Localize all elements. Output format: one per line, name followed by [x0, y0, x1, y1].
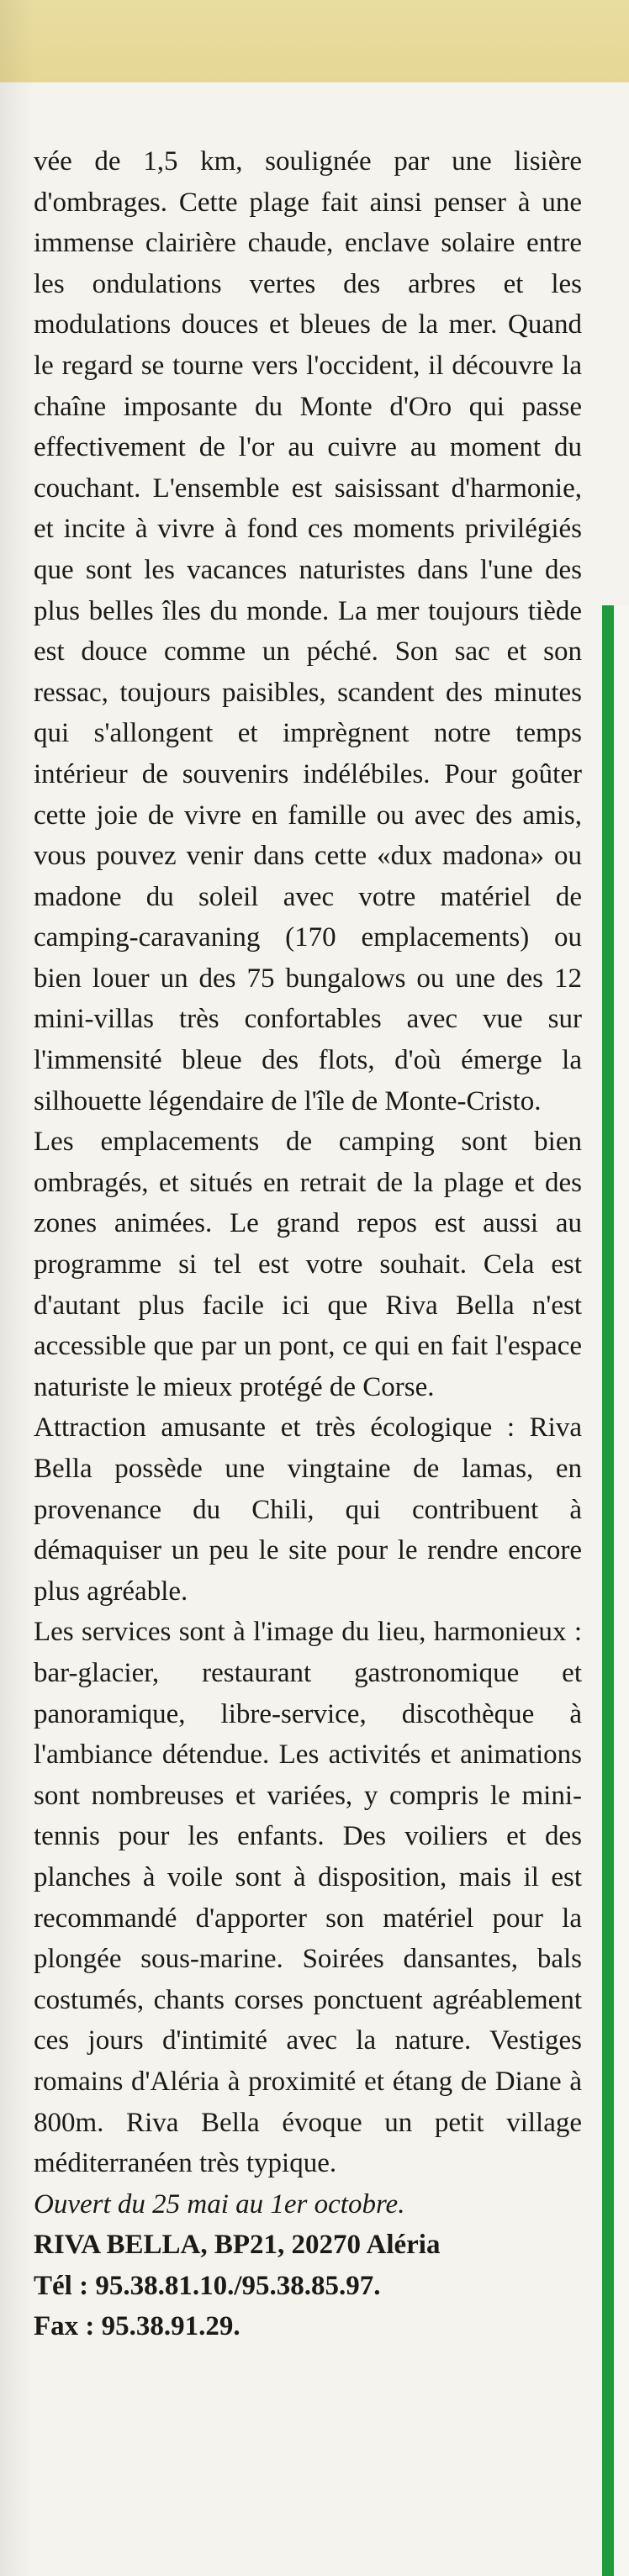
contact-fax: Fax : 95.38.91.29.	[34, 2311, 240, 2342]
contact-phone: Tél : 95.38.81.10./95.38.85.97.	[34, 2270, 381, 2301]
green-frame-border	[602, 605, 614, 2576]
contact-address: RIVA BELLA, BP21, 20270 Aléria	[34, 2230, 441, 2261]
article-paragraph-3: Attraction amusante et très écologique : Riva Bella possède une vingtaine de lamas, en provenance du Chili, qui contribuent à démaquiser un peu le site pour le rendre encore plus agréable.	[34, 1412, 582, 1607]
article-column	[34, 141, 582, 2347]
top-color-band	[0, 0, 629, 82]
page-gutter-shadow	[0, 0, 34, 2576]
article-paragraph-4: Les services sont à l'image du lieu, harmonieux : bar-glacier, restaurant gastronomique et panoramique, libre-service, discothèque à l'ambiance détendue. Les activités et animations sont nombreuses et variées, y compris le mini-tennis pour les enfants. Des voiliers et des planches à voile sont à disposition, mais il est recommandé d'apporter son matériel pour la plongée sous-marine. Soirées dansantes, bals costumés, chants corses ponctuent agréablement ces jours d'intimité avec la nature. Vestiges romains d'Aléria à proximité et étang de Diane à 800m. Riva Bella évoque un petit village méditerranéen très typique.	[34, 1617, 582, 2179]
article-paragraph-1: vée de 1,5 km, soulignée par une lisière d'ombrages. Cette plage fait ainsi penser à une immense clairière chaude, enclave solaire entre les ondulations vertes des arbres et les modulations douces et bleues de la mer. Quand le regard se tourne vers l'occident, il découvre la chaîne imposante du Monte d'Oro qui passe effectivement de l'or au cuivre au moment du couchant. L'ensemble est saisissant d'harmonie, et incite à vivre à fond ces moments privilégiés que sont les vacances naturistes dans l'une des plus belles îles du monde. La mer toujours tiède est douce comme un péché. Son sac et son ressac, toujours paisibles, scandent des minutes qui s'allongent et imprègnent notre temps intérieur de souvenirs indélébiles. Pour goûter cette joie de vivre en famille ou avec des amis, vous pouvez venir dans cette «dux madona» ou madone du soleil avec votre matériel de camping-caravaning (170 emplacements) ou bien louer un des 75 bungalows ou une des 12 mini-villas très confortables avec vue sur l'immensité bleue des flots, d'où émerge la silhouette légendaire de l'île de Monte-Cristo.	[34, 146, 582, 1116]
article-paragraph-2: Les emplacements de camping sont bien ombragés, et situés en retrait de la plage et des zones animées. Le grand repos est aussi au programme si tel est votre souhait. Cela est d'autant plus facile ici que Riva Bella n'est accessible que par un pont, ce qui en fait l'espace naturiste le mieux protégé de Corse.	[34, 1127, 582, 1402]
opening-dates: Ouvert du 25 mai au 1er octobre.	[34, 2188, 405, 2220]
